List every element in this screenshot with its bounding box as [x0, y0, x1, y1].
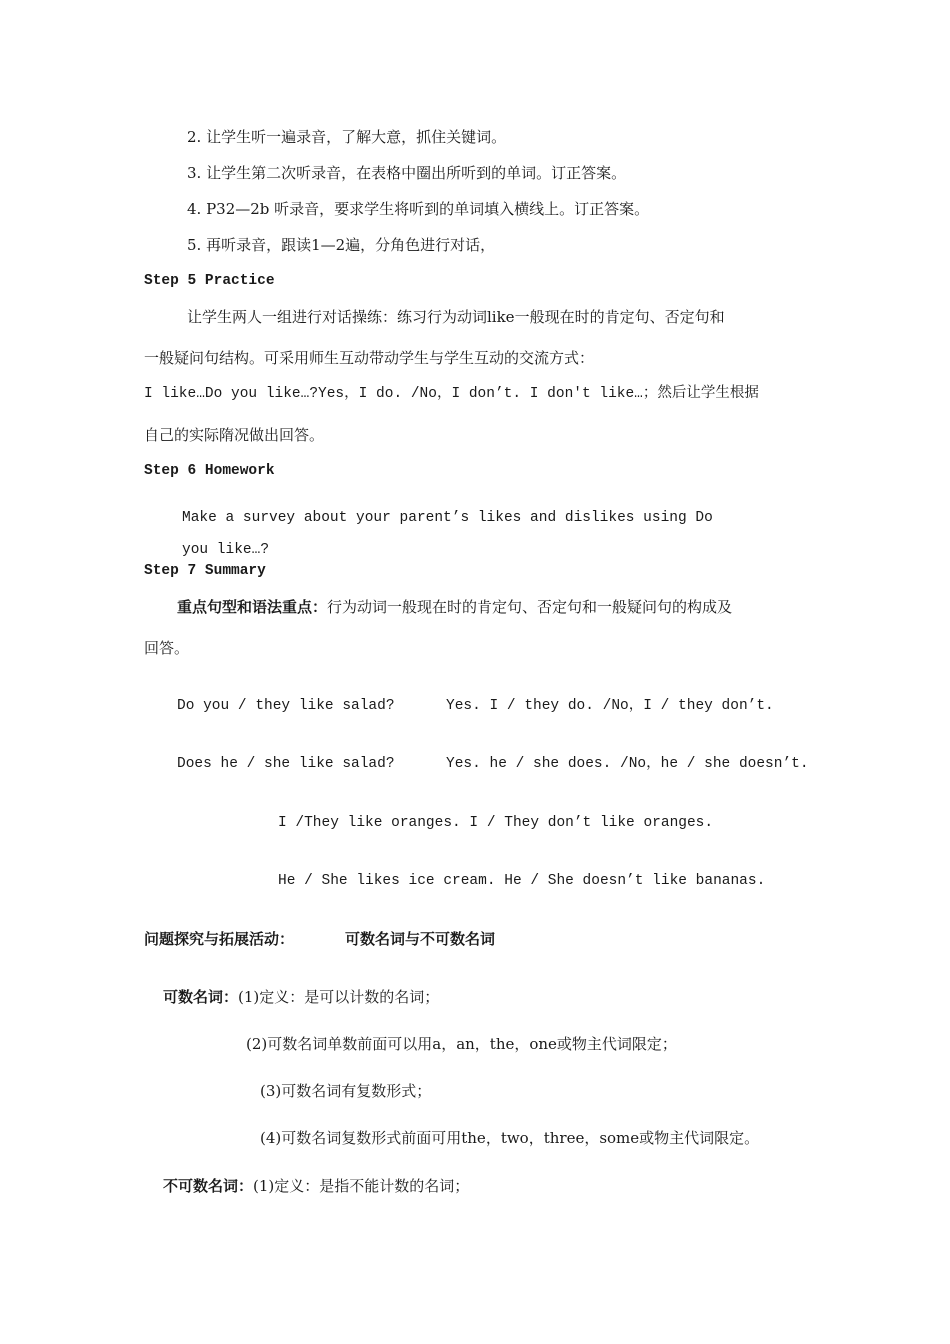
example-answer-2: Yes. he / she does. /No，he / she doesn’t. — [446, 756, 809, 772]
step-item-4: 4. P32—2b 听录音，要求学生将听到的单词填入横线上。订正答案。 — [187, 200, 650, 218]
uncountable-label: 不可数名词： — [163, 1177, 254, 1195]
countable-line-3: (3)可数名词有复数形式； — [260, 1082, 432, 1100]
uncountable-line-1 — [163, 1176, 469, 1196]
example-answer-1: Yes. I / they do. /No，I / they don’t. — [446, 698, 774, 714]
step-item-3: 3. 让学生第二次听录音，在表格中圈出所听到的单词。订正答案。 — [187, 164, 627, 182]
step5-para1-line1: 让学生两人一组进行对话操练：练习行为动词like一般现在时的肯定句、否定句和 — [187, 308, 725, 326]
step7-key-line — [177, 597, 732, 617]
uncountable-definition: (1)定义：是指不能计数的名词； — [253, 1177, 470, 1195]
step-item-2: 2. 让学生听一遍录音，了解大意，抓住关键词。 — [187, 128, 507, 146]
step6-heading: Step 6 Homework — [144, 463, 275, 479]
step6-line2: you like…? — [182, 542, 270, 558]
step5-para2-line1: I like…Do you like…?Yes，I do. /No，I don’t. I don't like…；然后让学生根据 — [144, 386, 759, 402]
step7-key-cont: 回答。 — [144, 639, 190, 657]
step5-para1-line2: 一般疑问句结构。可采用师生互动带动学生与学生互动的交流方式： — [144, 349, 595, 367]
key-points-label: 重点句型和语法重点： — [177, 598, 328, 616]
countable-line-1 — [163, 987, 439, 1007]
extension-heading-label: 问题探究与拓展活动： — [144, 930, 295, 948]
step5-heading: Step 5 Practice — [144, 273, 275, 289]
step7-heading: Step 7 Summary — [144, 563, 266, 579]
step6-line1: Make a survey about your parent’s likes and dislikes using Do — [182, 510, 713, 526]
example-statement-2: He / She likes ice cream. He / She doesn’t like bananas. — [278, 873, 766, 889]
countable-line-4: (4)可数名词复数形式前面可用the，two，three，some或物主代词限定。 — [260, 1129, 760, 1147]
countable-label: 可数名词： — [163, 988, 239, 1006]
key-points-text: 行为动词一般现在时的肯定句、否定句和一般疑问句的构成及 — [327, 598, 733, 616]
step5-para2-line2: 自己的实际隋况做出回答。 — [144, 426, 325, 444]
example-question-2: Does he / she like salad? — [177, 756, 395, 772]
countable-line-2: (2)可数名词单数前面可以用a，an，the，one或物主代词限定； — [246, 1035, 677, 1053]
extension-heading-topic: 可数名词与不可数名词 — [345, 930, 496, 948]
example-statement-1: I /They like oranges. I / They don’t like oranges. — [278, 815, 714, 831]
countable-definition: (1)定义：是可以计数的名词； — [238, 988, 440, 1006]
example-question-1: Do you / they like salad? — [177, 698, 395, 714]
step-item-5: 5. 再听录音，跟读1—2遍，分角色进行对话， — [187, 236, 496, 254]
